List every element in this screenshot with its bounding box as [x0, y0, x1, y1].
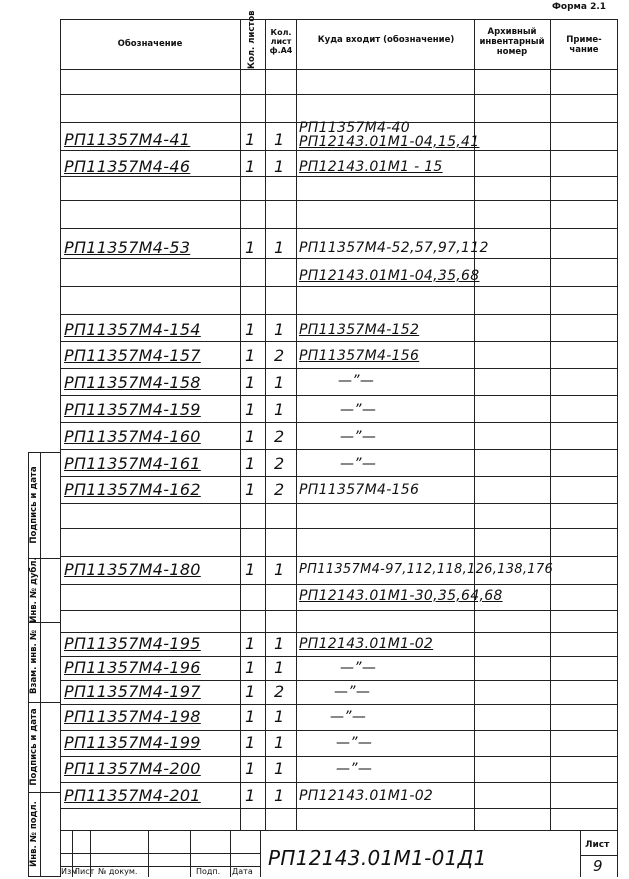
row-code: РП11357М4-46 [64, 157, 191, 176]
row-line [60, 150, 618, 151]
row-count: 1 [245, 759, 256, 778]
row-a4: 2 [274, 682, 285, 701]
row-code: РП11357М4-158 [64, 373, 201, 392]
row-count: 1 [245, 733, 256, 752]
tb-col [190, 830, 191, 877]
row-code: РП11357М4-180 [64, 560, 201, 579]
row-code: РП11357М4-200 [64, 759, 201, 778]
row-line [60, 422, 618, 423]
row-used-in: РП11357М4-156 [299, 482, 420, 498]
row-count: 1 [245, 454, 256, 473]
frame-right [617, 19, 618, 877]
row-used-in: РП11357М4-97,112,118,126,138,176 [299, 562, 554, 577]
row-code: РП11357М4-197 [64, 682, 201, 701]
header-bottom [60, 69, 618, 70]
row-code: РП11357М4-160 [64, 427, 201, 446]
row-line [60, 610, 618, 611]
col-line-2 [265, 19, 266, 830]
row-used-in: РП12143.01М1-02 [299, 788, 434, 804]
row-count: 1 [245, 320, 256, 339]
row-line [60, 632, 618, 633]
row-count: 1 [245, 427, 256, 446]
row-used-in: РП12143.01М1-02 [299, 636, 434, 652]
row-a4: 1 [274, 373, 285, 392]
side-label-sign-date-2: Подпись и дата [29, 708, 39, 786]
row-a4: 1 [274, 634, 285, 653]
tb-date: Дата [232, 867, 253, 876]
row-count: 1 [245, 480, 256, 499]
row-a4: 1 [274, 157, 285, 176]
row-used-in-2: РП12143.01М1-04,15,41 [299, 134, 480, 150]
row-a4: 1 [274, 759, 285, 778]
row-used-in: РП11357М4-156 [299, 348, 420, 364]
row-count: 1 [245, 786, 256, 805]
row-a4: 2 [274, 346, 285, 365]
form-label: Форма 2.1 [552, 2, 607, 12]
row-a4: 1 [274, 400, 285, 419]
header-used-in: Куда входит (обозначение) [317, 35, 455, 45]
row-count: 1 [245, 560, 256, 579]
row-code: РП11357М4-195 [64, 634, 201, 653]
row-code: РП11357М4-162 [64, 480, 201, 499]
row-code: РП11357М4-41 [64, 130, 191, 149]
col-line-3 [296, 19, 297, 830]
row-line [60, 584, 618, 585]
row-count: 1 [245, 634, 256, 653]
row-line [60, 94, 618, 95]
row-line [60, 756, 618, 757]
sheet-label: Лист [585, 840, 610, 850]
row-code: РП11357М4-199 [64, 733, 201, 752]
row-line [60, 808, 618, 809]
row-line [60, 680, 618, 681]
row-count: 1 [245, 658, 256, 677]
row-line [60, 503, 618, 504]
row-code: РП11357М4-154 [64, 320, 201, 339]
tb-sheet-line [580, 855, 618, 856]
margin-line-2 [40, 452, 41, 877]
row-line [60, 476, 618, 477]
row-line [60, 314, 618, 315]
header-note: Приме- чание [566, 35, 602, 55]
row-line [60, 449, 618, 450]
side-label-replaced-inv: Взам. инв. № [29, 630, 39, 694]
frame-left [60, 19, 61, 877]
row-line [60, 341, 618, 342]
tb-list: Лист [74, 867, 95, 876]
row-a4: 1 [274, 238, 285, 257]
tb-col [580, 830, 581, 877]
row-used-in-2: РП12143.01М1-04,35,68 [299, 268, 480, 284]
row-count: 1 [245, 346, 256, 365]
tb-sign: Подп. [196, 867, 221, 876]
row-used-in: —”— [340, 402, 377, 418]
row-count: 1 [245, 682, 256, 701]
tb-doc: № докум. [98, 867, 138, 876]
row-line [60, 228, 618, 229]
row-used-in: —”— [330, 709, 367, 725]
col-line-1 [240, 19, 241, 830]
row-line [60, 258, 618, 259]
row-line [60, 528, 618, 529]
header-sheets-count: Кол. листов [247, 10, 257, 69]
col-line-5 [550, 19, 551, 830]
row-used-in: —”— [336, 735, 373, 751]
side-label-sign-date: Подпись и дата [29, 466, 39, 544]
sheet-number: 9 [593, 857, 603, 875]
row-a4: 1 [274, 733, 285, 752]
row-line [60, 200, 618, 201]
side-label-dup-inv: Инв. № дубл. [29, 557, 39, 623]
row-line [60, 286, 618, 287]
margin-hline [28, 452, 61, 453]
row-used-in: —”— [340, 660, 377, 676]
row-line [60, 656, 618, 657]
tb-col [148, 830, 149, 877]
header-designation: Обозначение [117, 39, 183, 49]
row-count: 1 [245, 373, 256, 392]
row-used-in: РП11357М4-52,57,97,112 [299, 240, 489, 256]
row-code: РП11357М4-201 [64, 786, 201, 805]
row-count: 1 [245, 157, 256, 176]
row-used-in: РП11357М4-40 [299, 120, 410, 136]
row-used-in: —”— [334, 684, 371, 700]
row-used-in: —”— [340, 456, 377, 472]
row-used-in: —”— [336, 761, 373, 777]
row-code: РП11357М4-159 [64, 400, 201, 419]
row-count: 1 [245, 238, 256, 257]
row-used-in: РП12143.01М1 - 15 [299, 159, 443, 175]
row-code: РП11357М4-157 [64, 346, 201, 365]
tb-col [230, 830, 231, 877]
row-used-in: —”— [338, 373, 375, 389]
row-used-in: РП11357М4-152 [299, 322, 420, 338]
margin-hline [28, 876, 61, 877]
row-a4: 2 [274, 427, 285, 446]
row-a4: 1 [274, 130, 285, 149]
row-used-in: —”— [340, 429, 377, 445]
row-line [60, 368, 618, 369]
tb-izm: Изм [61, 867, 78, 876]
row-a4: 1 [274, 320, 285, 339]
row-line [60, 556, 618, 557]
row-code: РП11357М4-196 [64, 658, 201, 677]
row-count: 1 [245, 707, 256, 726]
row-used-in-2: РП12143.01М1-30,35,64,68 [299, 588, 503, 604]
row-line [60, 730, 618, 731]
row-a4: 2 [274, 480, 285, 499]
tb-col [260, 830, 261, 877]
header-archive: Архивный инвентарный номер [479, 27, 545, 57]
side-label-orig-inv: Инв. № подл. [29, 801, 39, 867]
row-a4: 1 [274, 560, 285, 579]
row-line [60, 782, 618, 783]
row-code: РП11357М4-198 [64, 707, 201, 726]
row-line [60, 176, 618, 177]
frame-top [60, 19, 618, 20]
row-a4: 1 [274, 786, 285, 805]
row-line [60, 395, 618, 396]
row-code: РП11357М4-53 [64, 238, 191, 257]
row-a4: 2 [274, 454, 285, 473]
row-count: 1 [245, 130, 256, 149]
title-block-top [60, 830, 618, 831]
row-count: 1 [245, 400, 256, 419]
header-sheets-a4: Кол. лист ф.А4 [269, 28, 293, 56]
row-code: РП11357М4-161 [64, 454, 201, 473]
row-a4: 1 [274, 707, 285, 726]
doc-code: РП12143.01М1-01Д1 [268, 846, 487, 870]
row-a4: 1 [274, 658, 285, 677]
row-line [60, 704, 618, 705]
